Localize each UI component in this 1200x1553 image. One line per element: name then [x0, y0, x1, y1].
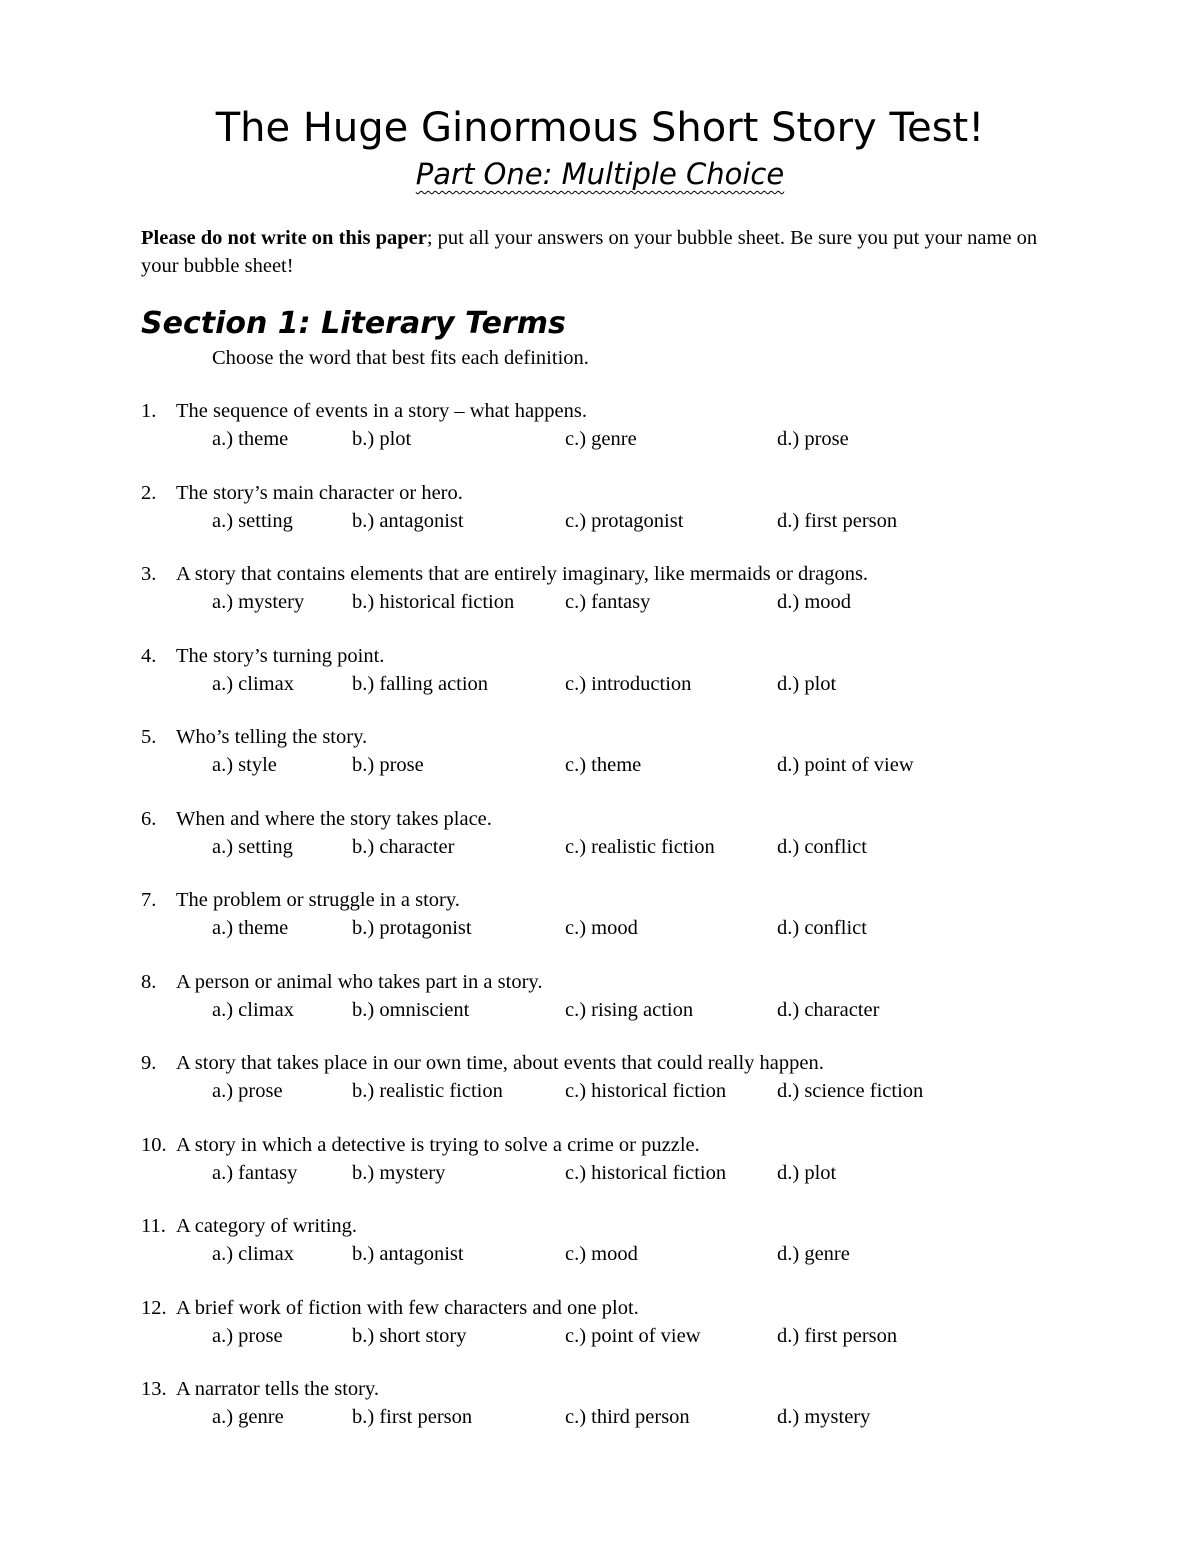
option-d: d.) mystery	[777, 1406, 871, 1428]
option-a: a.) fantasy	[212, 1161, 298, 1184]
option-b: b.) protagonist	[352, 917, 472, 939]
option-a: a.) climax	[212, 998, 294, 1021]
question-number: 13.	[141, 1378, 167, 1400]
page-subtitle	[0, 154, 1200, 194]
option-d: d.) conflict	[777, 917, 867, 939]
question-item	[0, 560, 1200, 642]
question-item	[0, 723, 1200, 805]
option-a: a.) climax	[212, 1243, 294, 1265]
option-d: d.) prose	[777, 428, 849, 450]
option-b: b.) realistic fiction	[352, 1080, 503, 1102]
question-number: 12.	[141, 1296, 167, 1319]
question-text: The story’s turning point.	[176, 644, 385, 667]
option-b: b.) prose	[352, 754, 424, 776]
option-d: d.) conflict	[777, 835, 867, 858]
option-b: b.) short story	[352, 1324, 467, 1347]
instructions-rest: ; put all your answers on your bubble sheet. Be sure you put your name on your bubble sheet!	[141, 227, 1038, 277]
instructions-bold: Please do not write on this paper	[141, 227, 427, 249]
question-number: 9.	[141, 1052, 157, 1074]
question-number: 7.	[141, 889, 157, 911]
question-item	[0, 1375, 1200, 1457]
question-number: 5.	[141, 726, 157, 748]
question-number: 1.	[141, 400, 157, 422]
option-d: d.) science fiction	[777, 1080, 924, 1102]
option-c: c.) historical fiction	[565, 1080, 727, 1102]
question-text: Who’s telling the story.	[176, 726, 368, 748]
question-item	[0, 1294, 1200, 1376]
option-c: c.) rising action	[565, 998, 694, 1021]
option-a: a.) prose	[212, 1080, 283, 1102]
option-a: a.) prose	[212, 1324, 283, 1347]
question-text: A story that contains elements that are entirely imaginary, like mermaids or dragons.	[176, 563, 869, 585]
option-a: a.) climax	[212, 672, 294, 695]
option-a: a.) setting	[212, 835, 293, 858]
question-number: 8.	[141, 970, 157, 993]
option-b: b.) antagonist	[352, 509, 464, 532]
question-item	[0, 968, 1200, 1050]
option-a: a.) theme	[212, 917, 289, 939]
question-item	[0, 886, 1200, 968]
question-item	[0, 642, 1200, 724]
question-text: A brief work of fiction with few characters and one plot.	[176, 1296, 639, 1319]
option-a: a.) genre	[212, 1406, 284, 1428]
question-item	[0, 397, 1200, 479]
option-d: d.) point of view	[777, 754, 914, 776]
question-number: 10.	[141, 1133, 167, 1156]
option-c: c.) genre	[565, 428, 637, 450]
question-number: 6.	[141, 807, 157, 830]
option-c: c.) theme	[565, 754, 642, 776]
option-c: c.) historical fiction	[565, 1161, 727, 1184]
option-c: c.) mood	[565, 917, 638, 939]
option-c: c.) third person	[565, 1406, 690, 1428]
question-number: 4.	[141, 644, 157, 667]
option-d: d.) character	[777, 998, 880, 1021]
question-text: A narrator tells the story.	[176, 1378, 380, 1400]
option-c: c.) realistic fiction	[565, 835, 715, 858]
question-text: A category of writing.	[176, 1215, 358, 1237]
question-number: 2.	[141, 481, 157, 504]
subtitle-text: Part One: Multiple Choice	[415, 157, 785, 191]
option-b: b.) mystery	[352, 1161, 446, 1184]
option-c: c.) protagonist	[565, 509, 684, 532]
option-a: a.) mystery	[212, 591, 305, 613]
option-b: b.) character	[352, 835, 455, 858]
option-d: d.) mood	[777, 591, 852, 613]
option-c: c.) mood	[565, 1243, 638, 1265]
option-c: c.) introduction	[565, 672, 692, 695]
question-text: A story that takes place in our own time, about events that could really happen.	[176, 1052, 824, 1074]
option-c: c.) fantasy	[565, 591, 651, 613]
option-a: a.) setting	[212, 509, 293, 532]
question-number: 3.	[141, 563, 157, 585]
section-instructions: Choose the word that best fits each definition.	[212, 347, 589, 369]
question-text: A person or animal who takes part in a story.	[176, 970, 543, 993]
section-title: Section 1: Literary Terms	[141, 306, 566, 341]
question-text: The story’s main character or hero.	[176, 481, 463, 504]
option-b: b.) omniscient	[352, 998, 470, 1021]
option-b: b.) antagonist	[352, 1243, 464, 1265]
option-b: b.) falling action	[352, 672, 489, 695]
question-number: 11.	[141, 1215, 166, 1237]
option-b: b.) first person	[352, 1406, 473, 1428]
option-b: b.) historical fiction	[352, 591, 515, 613]
question-list	[0, 397, 1200, 1457]
question-item	[0, 479, 1200, 561]
question-item	[0, 1212, 1200, 1294]
option-d: d.) first person	[777, 509, 898, 532]
question-text: The problem or struggle in a story.	[176, 889, 460, 911]
test-instructions	[141, 224, 1061, 280]
option-b: b.) plot	[352, 428, 412, 450]
question-text: When and where the story takes place.	[176, 807, 492, 830]
option-a: a.) theme	[212, 428, 289, 450]
question-text: A story in which a detective is trying to solve a crime or puzzle.	[176, 1133, 700, 1156]
question-text: The sequence of events in a story – what happens.	[176, 400, 588, 422]
option-d: d.) genre	[777, 1243, 850, 1265]
option-a: a.) style	[212, 754, 277, 776]
option-d: d.) first person	[777, 1324, 898, 1347]
option-c: c.) point of view	[565, 1324, 701, 1347]
option-d: d.) plot	[777, 1161, 837, 1184]
question-item	[0, 1049, 1200, 1131]
option-d: d.) plot	[777, 672, 837, 695]
question-item	[0, 1131, 1200, 1213]
page-title: The Huge Ginormous Short Story Test!	[215, 105, 985, 151]
question-item	[0, 805, 1200, 887]
